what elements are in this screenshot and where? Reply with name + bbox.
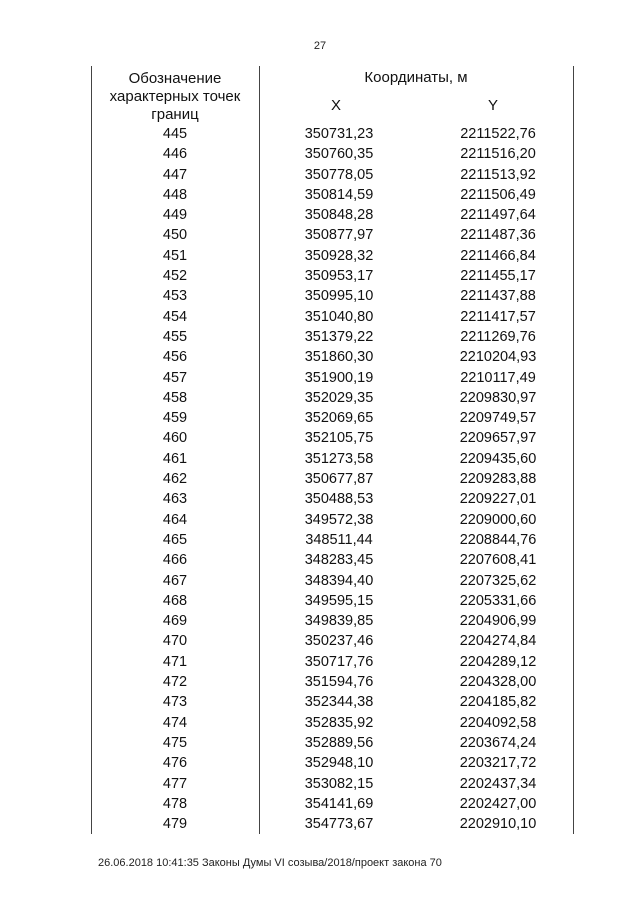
point-cell: 471	[162, 653, 188, 670]
x-cell: 350488,53	[304, 491, 374, 508]
x-cell: 353082,15	[304, 775, 374, 792]
point-cell: 452	[162, 268, 188, 285]
point-cell: 459	[162, 410, 188, 427]
x-cell: 350877,97	[304, 227, 374, 244]
x-cell: 350731,23	[304, 126, 374, 142]
point-cell: 476	[162, 755, 188, 772]
x-cell: 351594,76	[304, 674, 374, 691]
x-cell: 348283,45	[304, 552, 374, 569]
y-cell: 2209657,97	[459, 430, 537, 447]
point-cell: 457	[162, 369, 188, 386]
x-cell: 348511,44	[305, 531, 373, 548]
point-cell: 467	[162, 572, 188, 589]
point-cell: 448	[162, 186, 188, 203]
y-cell: 2208844,76	[459, 531, 537, 548]
table-row	[0, 347, 640, 367]
x-cell: 350237,46	[304, 633, 374, 650]
y-cell: 2211269,76	[460, 328, 536, 345]
point-cell: 475	[162, 734, 188, 751]
y-cell: 2210204,93	[459, 349, 537, 366]
table-row	[0, 794, 640, 814]
y-cell: 2211487,36	[460, 227, 536, 244]
table-row	[0, 489, 640, 509]
y-cell: 2207608,41	[459, 552, 537, 569]
table-row	[0, 571, 640, 591]
x-cell: 352069,65	[304, 410, 374, 427]
y-cell: 2211513,92	[460, 166, 536, 183]
table-row	[0, 672, 640, 692]
table-row	[0, 327, 640, 347]
coordinates-table-body	[0, 124, 640, 834]
x-cell: 351900,19	[304, 369, 374, 386]
x-cell: 350677,87	[304, 471, 374, 488]
x-cell: 352835,92	[304, 714, 374, 731]
table-row	[0, 225, 640, 245]
page-number: 27	[313, 40, 327, 52]
point-cell: 454	[162, 308, 188, 325]
table-row	[0, 631, 640, 651]
y-cell: 2209830,97	[459, 389, 537, 406]
y-cell: 2210117,49	[460, 369, 536, 386]
y-cell: 2204274,84	[459, 633, 537, 650]
x-cell: 350928,32	[304, 247, 374, 264]
x-cell: 350995,10	[304, 288, 374, 305]
y-cell: 2211522,76	[460, 126, 536, 142]
table-row	[0, 814, 640, 834]
point-cell: 474	[162, 714, 188, 731]
point-cell: 445	[162, 126, 188, 142]
x-cell: 352889,56	[304, 734, 374, 751]
point-cell: 462	[162, 471, 188, 488]
point-cell: 455	[162, 328, 188, 345]
point-cell: 465	[162, 531, 188, 548]
x-cell: 349595,15	[304, 592, 374, 609]
document-footer: 26.06.2018 10:41:35 Законы Думы VI созыва/2018/проект закона 70	[98, 857, 442, 869]
table-row	[0, 307, 640, 327]
table-row	[0, 510, 640, 530]
y-cell: 2203217,72	[459, 755, 537, 772]
point-cell: 449	[162, 207, 188, 224]
y-cell: 2209000,60	[459, 511, 537, 528]
x-cell: 350778,05	[304, 166, 374, 183]
table-row	[0, 185, 640, 205]
point-cell: 469	[162, 613, 188, 630]
table-row	[0, 388, 640, 408]
table-row	[0, 611, 640, 631]
table-row	[0, 124, 640, 144]
point-cell: 478	[162, 795, 188, 812]
y-cell: 2205331,66	[459, 592, 537, 609]
x-cell: 351040,80	[304, 308, 374, 325]
y-cell: 2209435,60	[459, 450, 537, 467]
point-cell: 466	[162, 552, 188, 569]
x-cell: 352948,10	[304, 755, 374, 772]
x-cell: 354141,69	[304, 795, 374, 812]
point-cell: 473	[162, 694, 188, 711]
table-row	[0, 144, 640, 164]
header-point-designation: Обозначение характерных точек границ	[109, 70, 241, 123]
y-cell: 2204185,82	[459, 694, 537, 711]
table-row	[0, 368, 640, 388]
table-row	[0, 428, 640, 448]
point-cell: 460	[162, 430, 188, 447]
x-cell: 350760,35	[304, 146, 374, 163]
y-cell: 2202910,10	[459, 816, 537, 833]
point-cell: 468	[162, 592, 188, 609]
y-cell: 2209227,01	[459, 491, 537, 508]
header-coordinates: Координаты, м	[364, 69, 468, 86]
x-cell: 348394,40	[304, 572, 374, 589]
point-cell: 477	[162, 775, 188, 792]
point-cell: 470	[162, 633, 188, 650]
x-cell: 349839,85	[304, 613, 374, 630]
y-cell: 2209749,57	[459, 410, 537, 427]
y-cell: 2202437,34	[459, 775, 537, 792]
header-x: X	[330, 97, 341, 114]
y-cell: 2211497,64	[460, 207, 536, 224]
y-cell: 2211506,49	[460, 186, 536, 203]
x-cell: 351273,58	[304, 450, 374, 467]
x-cell: 352344,38	[304, 694, 374, 711]
table-row	[0, 286, 640, 306]
table-row	[0, 733, 640, 753]
table-row	[0, 713, 640, 733]
y-cell: 2211516,20	[460, 146, 536, 163]
x-cell: 350717,76	[304, 653, 374, 670]
y-cell: 2204328,00	[459, 674, 537, 691]
x-cell: 352105,75	[304, 430, 374, 447]
y-cell: 2211417,57	[460, 308, 536, 325]
y-cell: 2207325,62	[459, 572, 537, 589]
table-row	[0, 550, 640, 570]
x-cell: 349572,38	[304, 511, 374, 528]
y-cell: 2204906,99	[459, 613, 537, 630]
x-cell: 351379,22	[304, 328, 374, 345]
point-cell: 447	[162, 166, 188, 183]
y-cell: 2204092,58	[459, 714, 537, 731]
y-cell: 2209283,88	[459, 471, 537, 488]
table-row	[0, 469, 640, 489]
y-cell: 2204289,12	[459, 653, 537, 670]
table-row	[0, 530, 640, 550]
point-cell: 463	[162, 491, 188, 508]
x-cell: 354773,67	[304, 816, 374, 833]
x-cell: 350953,17	[304, 268, 374, 285]
point-cell: 461	[162, 450, 188, 467]
table-row	[0, 205, 640, 225]
table-row	[0, 408, 640, 428]
x-cell: 351860,30	[304, 349, 374, 366]
table-row	[0, 591, 640, 611]
x-cell: 352029,35	[304, 389, 374, 406]
y-cell: 2211437,88	[460, 288, 536, 305]
table-row	[0, 753, 640, 773]
table-row	[0, 246, 640, 266]
table-row	[0, 165, 640, 185]
y-cell: 2203674,24	[459, 734, 537, 751]
point-cell: 458	[162, 389, 188, 406]
point-cell: 451	[162, 247, 188, 264]
y-cell: 2211466,84	[460, 247, 536, 264]
point-cell: 464	[162, 511, 188, 528]
point-cell: 450	[162, 227, 188, 244]
y-cell: 2202427,00	[459, 795, 537, 812]
point-cell: 446	[162, 146, 188, 163]
table-row	[0, 692, 640, 712]
y-cell: 2211455,17	[460, 268, 536, 285]
table-row	[0, 266, 640, 286]
point-cell: 453	[162, 288, 188, 305]
x-cell: 350814,59	[304, 186, 374, 203]
table-row	[0, 774, 640, 794]
point-cell: 456	[162, 349, 188, 366]
header-y: Y	[487, 97, 498, 114]
x-cell: 350848,28	[304, 207, 374, 224]
point-cell: 472	[162, 674, 188, 691]
point-cell: 479	[162, 816, 188, 833]
table-row	[0, 449, 640, 469]
table-row	[0, 652, 640, 672]
